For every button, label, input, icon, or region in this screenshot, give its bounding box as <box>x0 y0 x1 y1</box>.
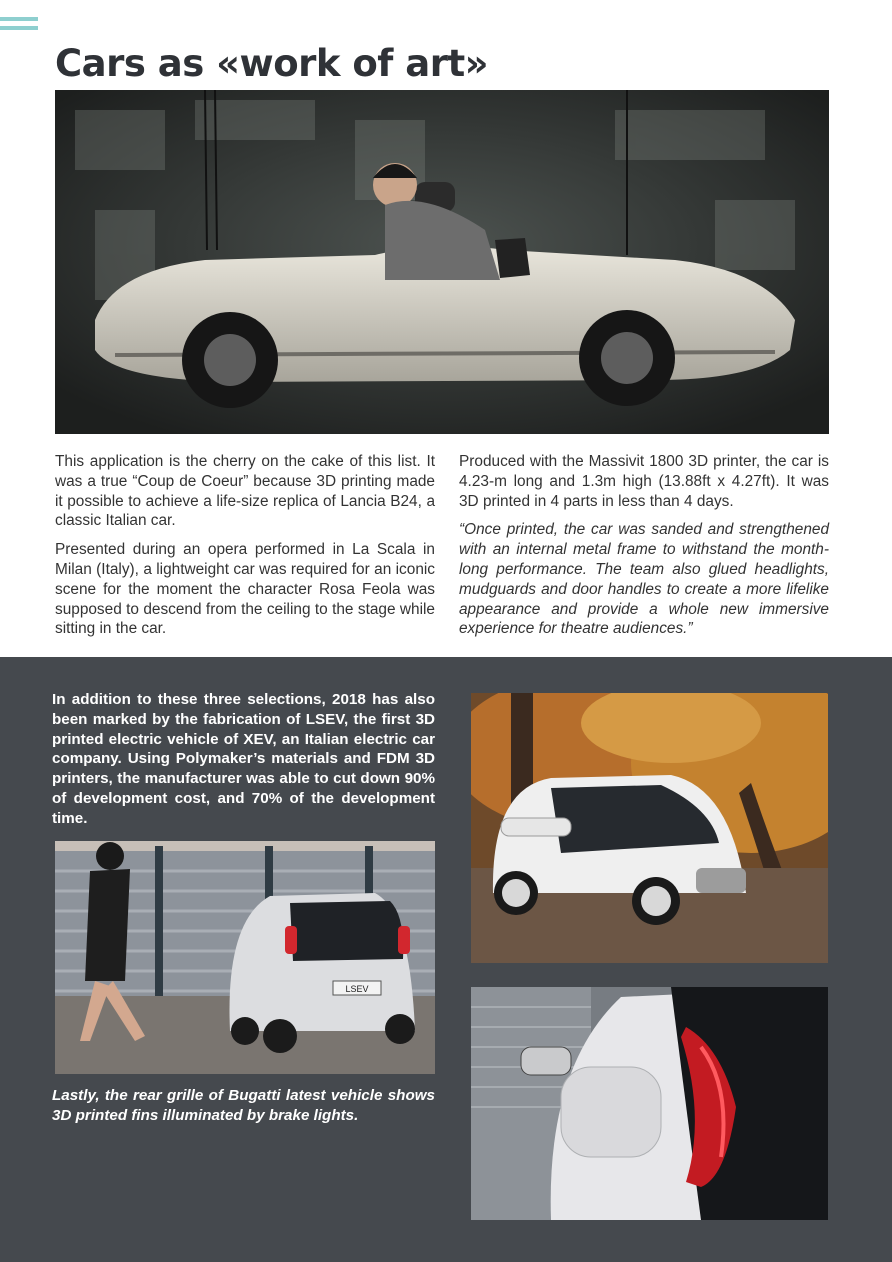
accent-bar-bottom <box>0 26 38 30</box>
right-paragraph: Produced with the Massivit 1800 3D printer, the car is 4.23-m long and 1.3m high (13.88ft x 4.27ft). It was 3D printed in 4 parts in less than 4 days. <box>459 453 829 510</box>
hero-car-photo <box>55 90 829 434</box>
left-paragraph-1: This application is the cherry on the cake of this list. It was a true “Coup de Coeur” because 3D printing made it possible to achieve a life-size replica of Lancia B24, a classic Italian car. <box>55 453 435 530</box>
lsev-intro-text: In addition to these three selections, 2018 has also been marked by the fabrication of LSEV, the first 3D printed electric vehicle of XEV, an Italian electric car company. Using Polymaker’s materials and FDM 3D printers, the manufacturer was able to cut down 90% of development cost, and 70% of the development time. <box>52 691 435 827</box>
right-quote: “Once printed, the car was sanded and strengthened with an internal metal frame to withstand the month-long performance. The team also glued headlights, mudguards and door handles to create a more lifelike appearance and provide a whole new immersive experience for theatre audiences.” <box>459 521 829 638</box>
left-paragraph-2: Presented during an opera performed in La Scala in Milan (Italy), a lightweight car was required for an iconic scene for the moment the character Rosa Feola was supposed to descend from the ceiling to the stage while sitting in the car. <box>55 541 435 638</box>
lsev-autumn-photo-icon <box>471 693 828 963</box>
lsev-taillight-photo <box>471 987 828 1220</box>
lsev-rear-photo-icon <box>55 841 435 1074</box>
accent-bar-top <box>0 17 38 21</box>
left-text-column <box>55 452 435 648</box>
lsev-plate: LSEV <box>345 984 369 994</box>
right-text-column <box>459 452 829 648</box>
lsev-taillight-photo-icon <box>471 987 828 1220</box>
bugatti-caption: Lastly, the rear grille of Bugatti latest vehicle shows 3D printed fins illuminated by brake lights. <box>52 1087 435 1124</box>
suspended-car-photo-icon <box>55 90 829 434</box>
lsev-rear-photo <box>55 841 435 1074</box>
lsev-autumn-photo <box>471 693 828 963</box>
page-title: Cars as «work of art» <box>55 42 489 85</box>
